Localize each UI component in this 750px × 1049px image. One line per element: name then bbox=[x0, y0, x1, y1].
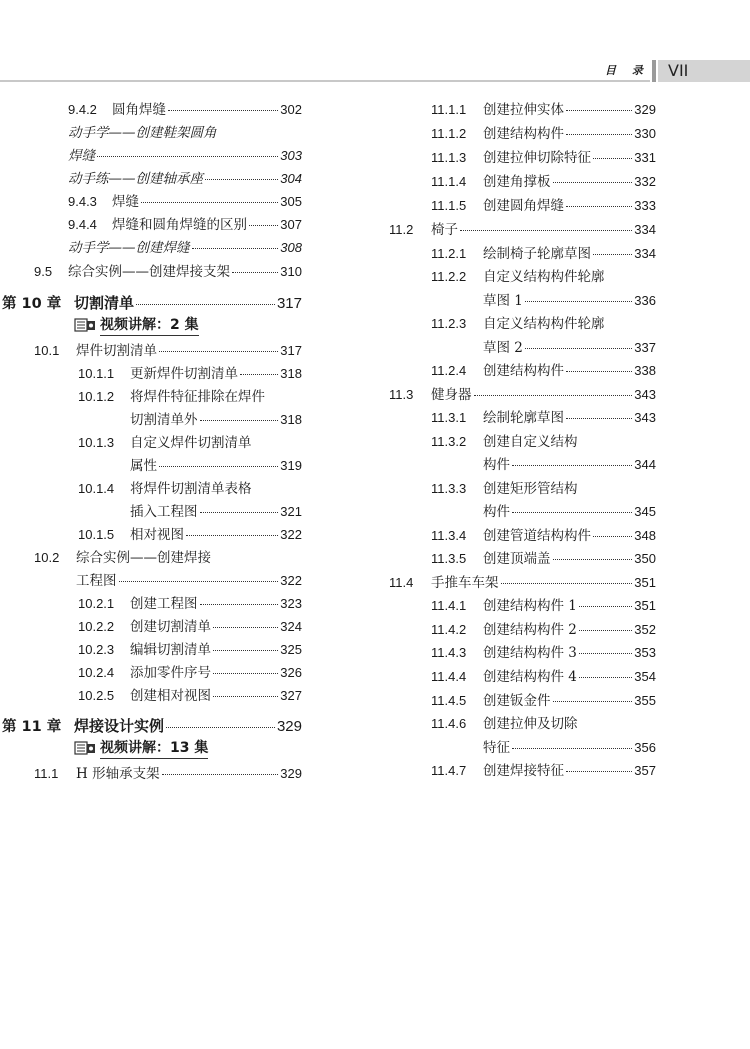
page-number: VII bbox=[668, 61, 689, 80]
entry-page: 324 bbox=[280, 619, 302, 634]
entry-title: 构件 bbox=[483, 457, 510, 473]
toc-entry[interactable] bbox=[431, 406, 656, 426]
entry-number: 10.2 bbox=[34, 550, 60, 565]
dot-leader bbox=[159, 351, 278, 352]
entry-page: 351 bbox=[634, 598, 656, 613]
dot-leader bbox=[213, 673, 278, 674]
entry-title: 创建结构构件 bbox=[483, 363, 564, 379]
toc-entry[interactable] bbox=[34, 339, 302, 359]
entry-title: 创建相对视图 bbox=[130, 688, 211, 704]
dot-leader bbox=[593, 536, 632, 537]
toc-entry[interactable] bbox=[483, 500, 656, 520]
toc-entry[interactable] bbox=[431, 312, 656, 332]
toc-entry[interactable] bbox=[78, 592, 302, 612]
entry-number: 9.5 bbox=[34, 264, 53, 279]
entry-number: 9.4.3 bbox=[68, 194, 97, 209]
dot-leader bbox=[579, 677, 632, 678]
toc-entry[interactable] bbox=[431, 98, 656, 118]
entry-page: 334 bbox=[634, 246, 656, 261]
entry-title: 切割清单外 bbox=[130, 412, 198, 428]
entry-page: 305 bbox=[280, 194, 302, 209]
dot-leader bbox=[192, 248, 279, 249]
toc-entry[interactable] bbox=[431, 122, 656, 142]
dot-leader bbox=[512, 748, 632, 749]
entry-title: 健身器 bbox=[431, 387, 472, 403]
entry-page: 356 bbox=[634, 740, 656, 755]
toc-entry[interactable] bbox=[389, 383, 656, 403]
dot-leader bbox=[97, 156, 278, 157]
entry-number: 11.2.3 bbox=[431, 316, 467, 331]
entry-title: 圆角焊缝 bbox=[112, 102, 166, 118]
entry-title: 构件 bbox=[483, 504, 510, 520]
dot-leader bbox=[162, 774, 279, 775]
toc-entry[interactable] bbox=[483, 736, 656, 756]
toc-entry[interactable] bbox=[68, 190, 302, 210]
entry-title: 自定义结构构件轮廓 bbox=[483, 269, 605, 285]
entry-title: 编辑切割清单 bbox=[130, 642, 211, 658]
entry-number: 11.3.4 bbox=[431, 528, 467, 543]
header-separator bbox=[652, 60, 656, 82]
entry-title: 焊缝 bbox=[112, 194, 139, 210]
toc-entry[interactable] bbox=[68, 144, 302, 164]
entry-title: 创建拉伸及切除 bbox=[483, 716, 578, 732]
entry-number: 10.2.3 bbox=[78, 642, 115, 657]
entry-page: 333 bbox=[634, 198, 656, 213]
entry-title: 创建切割清单 bbox=[130, 619, 211, 635]
entry-title: 创建结构构件 4 bbox=[483, 669, 577, 685]
toc-entry[interactable] bbox=[483, 336, 656, 356]
entry-title: 创建圆角焊缝 bbox=[483, 198, 564, 214]
video-lecture-text: 视频讲解：13 集 bbox=[100, 737, 208, 759]
toc-entry[interactable] bbox=[78, 362, 302, 382]
entry-title: 动手学——创建焊缝 bbox=[68, 240, 190, 256]
entry-number: 11.1.2 bbox=[431, 126, 467, 141]
chapter-title: 焊接设计实例 bbox=[74, 717, 165, 735]
entry-page: 325 bbox=[280, 642, 302, 657]
entry-number: 11.1.3 bbox=[431, 150, 467, 165]
entry-page: 319 bbox=[280, 458, 302, 473]
dot-leader bbox=[579, 630, 632, 631]
toc-entry[interactable] bbox=[130, 500, 302, 520]
toc-entry[interactable] bbox=[78, 477, 302, 497]
entry-number: 11.3.2 bbox=[431, 434, 467, 449]
entry-number: 11.1.5 bbox=[431, 198, 467, 213]
chapter-number: 第 11 章 bbox=[2, 719, 62, 735]
entry-page: 322 bbox=[280, 573, 302, 588]
entry-number: 11.4 bbox=[389, 575, 414, 590]
entry-title: 添加零件序号 bbox=[130, 665, 211, 681]
dot-leader bbox=[593, 158, 632, 159]
toc-entry[interactable] bbox=[68, 121, 302, 141]
entry-page: 310 bbox=[280, 264, 302, 279]
entry-page: 329 bbox=[280, 766, 302, 781]
entry-page: 308 bbox=[280, 240, 302, 255]
dot-leader bbox=[200, 512, 279, 513]
entry-title: 手推车车架 bbox=[431, 575, 499, 591]
toc-entry[interactable] bbox=[431, 594, 656, 614]
dot-leader bbox=[512, 512, 632, 513]
entry-number: 10.2.4 bbox=[78, 665, 115, 680]
chapter-number: 第 10 章 bbox=[2, 296, 62, 312]
entry-page: 336 bbox=[634, 293, 656, 308]
entry-title: 更新焊件切割清单 bbox=[130, 366, 238, 382]
entry-page: 338 bbox=[634, 363, 656, 378]
toc-entry[interactable] bbox=[78, 431, 302, 451]
toc-entry[interactable] bbox=[389, 218, 656, 238]
entry-title: 创建工程图 bbox=[130, 596, 198, 612]
dot-leader bbox=[566, 134, 632, 135]
entry-title: 创建矩形管结构 bbox=[483, 481, 578, 497]
entry-title: H 形轴承支架 bbox=[76, 766, 160, 782]
entry-page: 304 bbox=[280, 171, 302, 186]
entry-page: 318 bbox=[280, 412, 302, 427]
toc-entry[interactable] bbox=[431, 242, 656, 262]
dot-leader bbox=[213, 650, 278, 651]
toc-entry[interactable] bbox=[78, 523, 302, 543]
entry-number: 11.1.4 bbox=[431, 174, 467, 189]
entry-title: 创建结构构件 1 bbox=[483, 598, 577, 614]
entry-number: 11.2.2 bbox=[431, 269, 467, 284]
entry-title: 焊缝和圆角焊缝的区别 bbox=[112, 217, 247, 233]
dot-leader bbox=[579, 653, 632, 654]
entry-page: 318 bbox=[280, 366, 302, 381]
entry-title: 创建顶端盖 bbox=[483, 551, 551, 567]
entry-title: 焊缝 bbox=[68, 148, 95, 164]
entry-title: 创建角撑板 bbox=[483, 174, 551, 190]
dot-leader bbox=[166, 727, 275, 728]
toc-entry[interactable] bbox=[431, 265, 656, 285]
entry-number: 10.2.1 bbox=[78, 596, 115, 611]
toc-entry[interactable] bbox=[431, 430, 656, 450]
dot-leader bbox=[460, 230, 632, 231]
entry-number: 11.1 bbox=[34, 766, 59, 781]
entry-page: 329 bbox=[634, 102, 656, 117]
dot-leader bbox=[200, 420, 279, 421]
dot-leader bbox=[566, 418, 632, 419]
toc-entry[interactable] bbox=[76, 569, 302, 589]
entry-number: 11.3.5 bbox=[431, 551, 467, 566]
entry-page: 327 bbox=[280, 688, 302, 703]
dot-leader bbox=[205, 179, 278, 180]
entry-number: 11.4.6 bbox=[431, 716, 467, 731]
toc-entry[interactable] bbox=[34, 546, 302, 566]
video-lecture-note[interactable] bbox=[74, 737, 208, 759]
entry-page: 357 bbox=[634, 763, 656, 778]
entry-number: 10.1.3 bbox=[78, 435, 115, 450]
video-book-icon bbox=[74, 317, 96, 333]
toc-entry[interactable] bbox=[431, 689, 656, 709]
dot-leader bbox=[593, 254, 632, 255]
toc-entry[interactable] bbox=[68, 213, 302, 233]
entry-number: 11.2 bbox=[389, 222, 414, 237]
entry-title: 创建自定义结构 bbox=[483, 434, 578, 450]
entry-number: 10.1 bbox=[34, 343, 60, 358]
toc-entry[interactable] bbox=[431, 618, 656, 638]
dot-leader bbox=[525, 348, 632, 349]
entry-number: 11.2.1 bbox=[431, 246, 467, 261]
entry-title: 创建管道结构构件 bbox=[483, 528, 591, 544]
dot-leader bbox=[249, 225, 278, 226]
dot-leader bbox=[213, 696, 278, 697]
entry-page: 351 bbox=[634, 575, 656, 590]
entry-page: 344 bbox=[634, 457, 656, 472]
entry-title: 草图 2 bbox=[483, 340, 523, 356]
entry-page: 345 bbox=[634, 504, 656, 519]
dot-leader bbox=[119, 581, 279, 582]
toc-entry[interactable] bbox=[130, 454, 302, 474]
dot-leader bbox=[512, 465, 632, 466]
entry-page: 307 bbox=[280, 217, 302, 232]
entry-page: 323 bbox=[280, 596, 302, 611]
header-title: 目 录 bbox=[605, 64, 649, 77]
entry-title: 创建拉伸实体 bbox=[483, 102, 564, 118]
toc-entry[interactable] bbox=[34, 762, 302, 782]
toc-entry[interactable] bbox=[78, 661, 302, 681]
dot-leader bbox=[168, 110, 278, 111]
toc-entry[interactable] bbox=[431, 665, 656, 685]
chapter-title: 切割清单 bbox=[74, 294, 135, 312]
entry-page: 352 bbox=[634, 622, 656, 637]
entry-title: 创建拉伸切除特征 bbox=[483, 150, 591, 166]
video-lecture-note[interactable] bbox=[74, 314, 199, 336]
entry-title: 自定义焊件切割清单 bbox=[130, 435, 252, 451]
entry-number: 10.1.4 bbox=[78, 481, 115, 496]
entry-page: 302 bbox=[280, 102, 302, 117]
toc-entry[interactable] bbox=[68, 167, 302, 187]
entry-title: 椅子 bbox=[431, 222, 458, 238]
toc-entry[interactable] bbox=[78, 638, 302, 658]
toc-entry[interactable] bbox=[483, 453, 656, 473]
toc-entry[interactable] bbox=[431, 524, 656, 544]
video-lecture-text: 视频讲解：2 集 bbox=[100, 314, 199, 336]
dot-leader bbox=[566, 206, 632, 207]
entry-page: 343 bbox=[634, 410, 656, 425]
entry-title: 绘制轮廓草图 bbox=[483, 410, 564, 426]
entry-number: 10.2.2 bbox=[78, 619, 115, 634]
dot-leader bbox=[553, 182, 633, 183]
entry-number: 11.3.1 bbox=[431, 410, 467, 425]
entry-page: 337 bbox=[634, 340, 656, 355]
dot-leader bbox=[136, 304, 275, 305]
toc-chapter[interactable] bbox=[2, 292, 302, 312]
entry-page: 343 bbox=[634, 387, 656, 402]
entry-title: 焊件切割清单 bbox=[76, 343, 157, 359]
entry-number: 11.3.3 bbox=[431, 481, 467, 496]
toc-entry[interactable] bbox=[431, 712, 656, 732]
toc-entry[interactable] bbox=[431, 194, 656, 214]
entry-number: 9.4.4 bbox=[68, 217, 97, 232]
entry-page: 322 bbox=[280, 527, 302, 542]
dot-leader bbox=[501, 583, 633, 584]
entry-number: 11.4.3 bbox=[431, 645, 467, 660]
entry-title: 创建结构构件 bbox=[483, 126, 564, 142]
toc-entry[interactable] bbox=[483, 289, 656, 309]
dot-leader bbox=[553, 559, 633, 560]
entry-title: 将焊件特征排除在焊件 bbox=[130, 389, 265, 405]
toc-entry[interactable] bbox=[78, 385, 302, 405]
entry-number: 11.4.4 bbox=[431, 669, 467, 684]
entry-number: 11.2.4 bbox=[431, 363, 467, 378]
dot-leader bbox=[566, 371, 632, 372]
dot-leader bbox=[474, 395, 633, 396]
entry-title: 动手练——创建轴承座 bbox=[68, 171, 203, 187]
entry-page: 348 bbox=[634, 528, 656, 543]
toc-entry[interactable] bbox=[78, 684, 302, 704]
entry-title: 草图 1 bbox=[483, 293, 523, 309]
dot-leader bbox=[159, 466, 278, 467]
toc-entry[interactable] bbox=[431, 359, 656, 379]
entry-page: 350 bbox=[634, 551, 656, 566]
dot-leader bbox=[186, 535, 278, 536]
entry-title: 绘制椅子轮廓草图 bbox=[483, 246, 591, 262]
entry-title: 特征 bbox=[483, 740, 510, 756]
entry-title: 动手学——创建鞋架圆角 bbox=[68, 125, 217, 141]
dot-leader bbox=[579, 606, 632, 607]
header-page-box bbox=[658, 60, 750, 82]
entry-number: 11.4.2 bbox=[431, 622, 467, 637]
entry-title: 创建焊接特征 bbox=[483, 763, 564, 779]
entry-page: 330 bbox=[634, 126, 656, 141]
entry-title: 属性 bbox=[130, 458, 157, 474]
entry-page: 321 bbox=[280, 504, 302, 519]
entry-title: 综合实例——创建焊接 bbox=[76, 550, 211, 566]
entry-title: 插入工程图 bbox=[130, 504, 198, 520]
dot-leader bbox=[566, 110, 632, 111]
entry-number: 11.1.1 bbox=[431, 102, 467, 117]
toc-entry[interactable] bbox=[68, 98, 302, 118]
entry-title: 创建结构构件 2 bbox=[483, 622, 577, 638]
entry-page: 303 bbox=[280, 148, 302, 163]
entry-title: 创建钣金件 bbox=[483, 693, 551, 709]
entry-title: 综合实例——创建焊接支架 bbox=[68, 264, 230, 280]
dot-leader bbox=[232, 272, 278, 273]
entry-number: 9.4.2 bbox=[68, 102, 97, 117]
toc-entry[interactable] bbox=[389, 571, 656, 591]
dot-leader bbox=[525, 301, 632, 302]
toc-entry[interactable] bbox=[431, 146, 656, 166]
entry-number: 10.1.5 bbox=[78, 527, 115, 542]
toc-entry[interactable] bbox=[34, 260, 302, 280]
dot-leader bbox=[240, 374, 278, 375]
entry-number: 10.1.2 bbox=[78, 389, 115, 404]
entry-page: 334 bbox=[634, 222, 656, 237]
entry-number: 10.1.1 bbox=[78, 366, 115, 381]
chapter-page: 329 bbox=[276, 718, 302, 735]
entry-page: 355 bbox=[634, 693, 656, 708]
entry-page: 354 bbox=[634, 669, 656, 684]
entry-title: 将焊件切割清单表格 bbox=[130, 481, 252, 497]
header-rule bbox=[0, 80, 650, 82]
dot-leader bbox=[553, 701, 633, 702]
video-book-icon bbox=[74, 740, 96, 756]
entry-title: 工程图 bbox=[76, 573, 117, 589]
entry-page: 317 bbox=[280, 343, 302, 358]
toc-entry[interactable] bbox=[130, 408, 302, 428]
toc-entry[interactable] bbox=[431, 170, 656, 190]
dot-leader bbox=[141, 202, 278, 203]
toc-entry[interactable] bbox=[431, 547, 656, 567]
entry-number: 11.4.1 bbox=[431, 598, 467, 613]
chapter-page: 317 bbox=[276, 295, 302, 312]
toc-entry[interactable] bbox=[431, 477, 656, 497]
entry-page: 331 bbox=[634, 150, 656, 165]
dot-leader bbox=[213, 627, 278, 628]
entry-title: 相对视图 bbox=[130, 527, 184, 543]
entry-page: 353 bbox=[634, 645, 656, 660]
dot-leader bbox=[200, 604, 279, 605]
entry-page: 326 bbox=[280, 665, 302, 680]
toc-entry[interactable] bbox=[431, 641, 656, 661]
toc-entry[interactable] bbox=[78, 615, 302, 635]
page-header bbox=[0, 60, 750, 82]
toc-chapter[interactable] bbox=[2, 715, 302, 735]
dot-leader bbox=[566, 771, 632, 772]
entry-title: 创建结构构件 3 bbox=[483, 645, 577, 661]
entry-number: 11.4.7 bbox=[431, 763, 467, 778]
entry-page: 332 bbox=[634, 174, 656, 189]
toc-entry[interactable] bbox=[431, 759, 656, 779]
entry-number: 10.2.5 bbox=[78, 688, 115, 703]
entry-title: 自定义结构构件轮廓 bbox=[483, 316, 605, 332]
toc-entry[interactable] bbox=[68, 236, 302, 256]
entry-number: 11.4.5 bbox=[431, 693, 467, 708]
entry-number: 11.3 bbox=[389, 387, 414, 402]
